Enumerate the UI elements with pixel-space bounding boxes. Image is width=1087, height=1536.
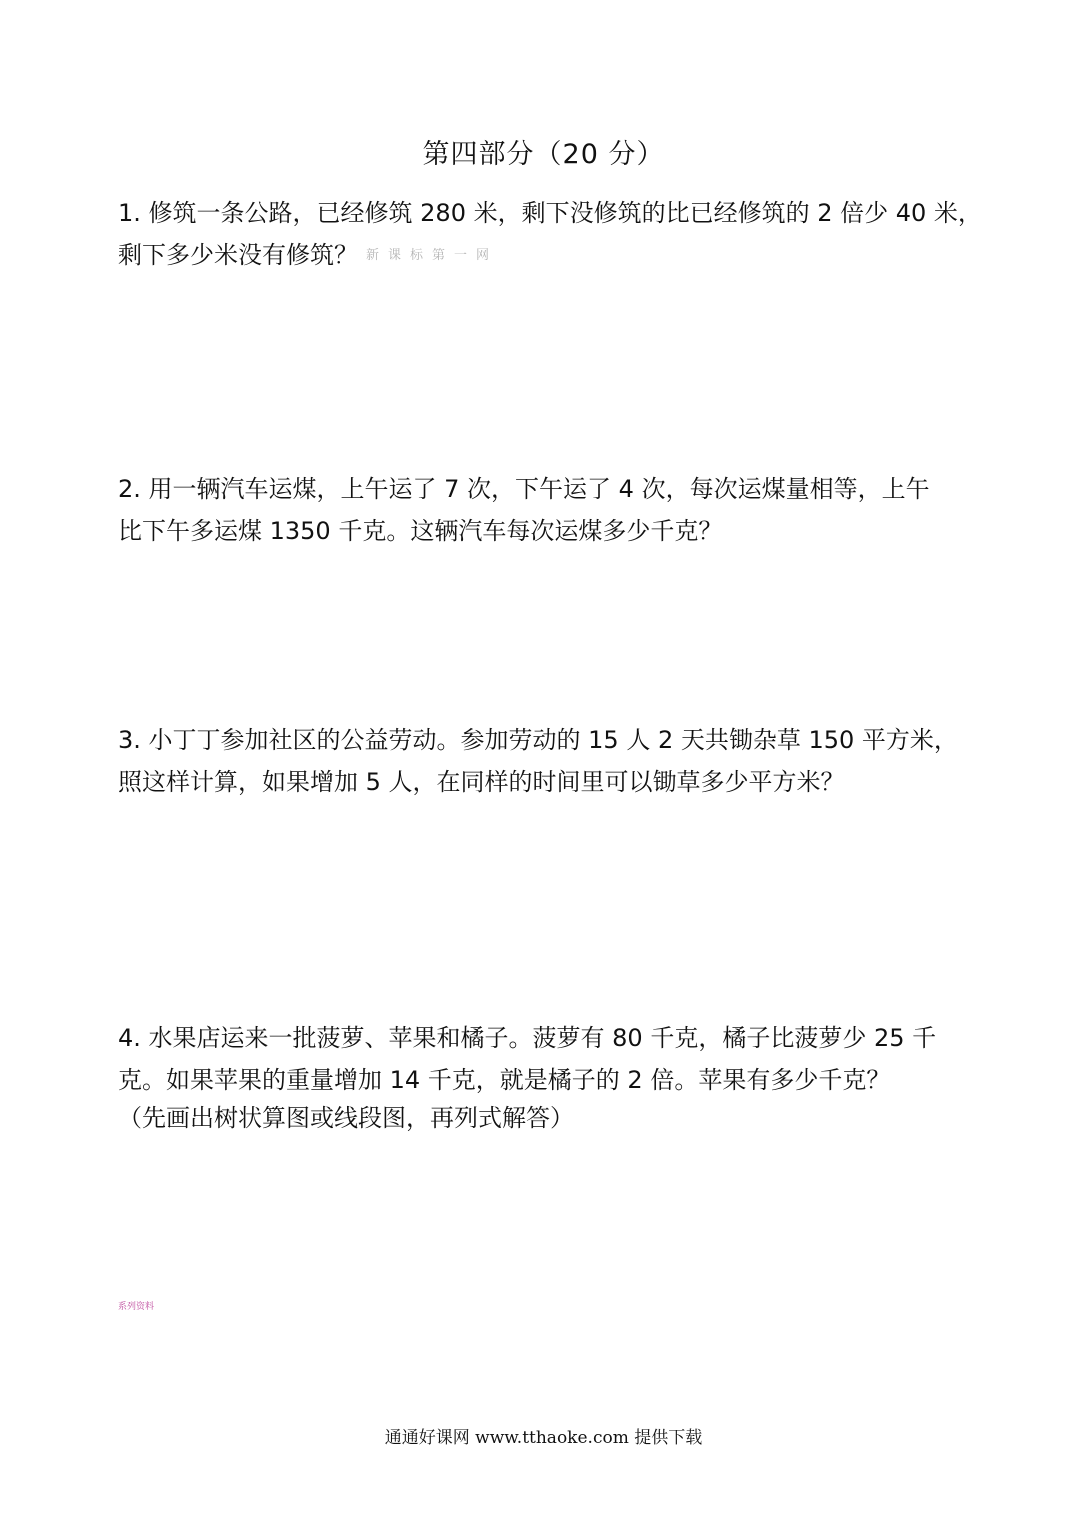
- question-4: [118, 1017, 978, 1139]
- question-3: [118, 719, 978, 803]
- question-2-line-2: 比下午多运煤 1350 千克。这辆汽车每次运煤多少千克？: [118, 517, 723, 545]
- question-4-line-1: 4. 水果店运来一批菠萝、苹果和橘子。菠萝有 80 千克，橘子比菠萝少 25 千: [118, 1024, 937, 1052]
- inline-watermark: 新课标第一网: [366, 248, 499, 263]
- page-title: 第四部分（20 分）: [422, 139, 665, 170]
- question-4-line-2: 克。如果苹果的重量增加 14 千克，就是橘子的 2 倍。苹果有多少千克？: [118, 1066, 891, 1094]
- question-2-line-1: 2. 用一辆汽车运煤，上午运了 7 次，下午运了 4 次，每次运煤量相等，上午: [118, 475, 930, 503]
- question-1-line-2-text: 剩下多少米没有修筑？: [118, 241, 358, 269]
- question-1: [118, 192, 982, 277]
- question-3-line-1: 3. 小丁丁参加社区的公益劳动。参加劳动的 15 人 2 天共锄杂草 150 平方米，: [118, 726, 958, 754]
- question-1-line-1: 1. 修筑一条公路，已经修筑 280 米，剩下没修筑的比已经修筑的 2 倍少 40 米，: [118, 199, 982, 227]
- question-1-line-2: [118, 234, 978, 277]
- page-footer: 通通好课网 www.tthaoke.com 提供下载: [384, 1428, 703, 1448]
- question-3-line-2: 照这样计算，如果增加 5 人，在同样的时间里可以锄草多少平方米？: [118, 768, 845, 796]
- side-watermark: 系列资料: [118, 1302, 155, 1312]
- question-4-instruction: （先画出树状算图或线段图，再列式解答）: [118, 1104, 574, 1132]
- question-2: [118, 468, 978, 552]
